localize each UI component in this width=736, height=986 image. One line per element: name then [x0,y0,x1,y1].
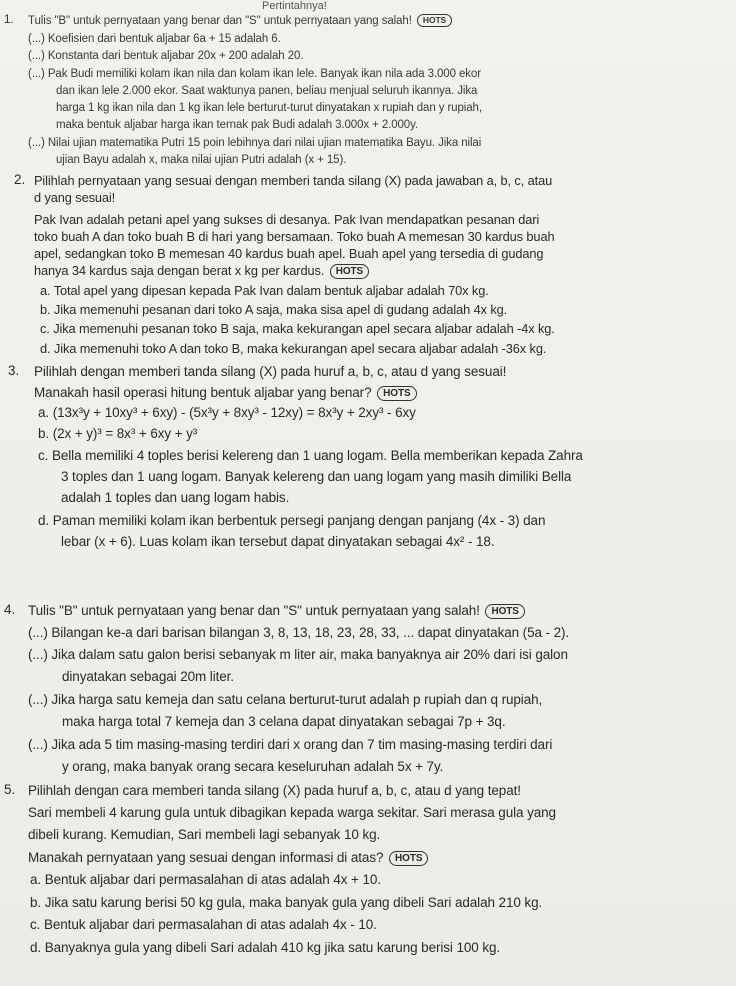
statement-item: maka harga total 7 kemeja dan 3 celana dapat dinyatakan sebagai 7p + 3q. [62,714,506,729]
question-number: 3. [8,363,20,378]
statement-item: (...) Bilangan ke-a dari barisan bilangan 3, 8, 13, 18, 23, 28, 33, ... dapat dinyatakan (5a - 2). [28,625,570,640]
answer-option-a: a. Bentuk aljabar dari permasalahan di atas adalah 4x + 10. [30,872,381,887]
question-number: 4. [4,602,16,617]
hots-badge: HOTS [485,604,524,619]
hots-badge: HOTS [330,264,369,279]
answer-option-b: b. Jika memenuhi pesanan dari toko A saja, maka sisa apel di gudang adalah 4x kg. [40,302,508,317]
answer-option-b: b. Jika satu karung berisi 50 kg gula, maka banyak gula yang dibeli Sari adalah 210 kg. [30,895,543,910]
answer-option-d: d. Paman memiliki kolam ikan berbentuk persegi panjang dengan panjang (4x - 3) dan [38,513,546,528]
statement-item: ujian Bayu adalah x, maka nilai ujian Putri adalah (x + 15). [56,154,347,166]
question-text: Manakah hasil operasi hitung bentuk aljabar yang benar? HOTS [34,384,417,402]
question-instruction: d yang sesuai! [34,190,116,205]
statement-item: (...) Jika dalam satu galon berisi sebanyak m liter air, maka banyaknya air 20% dari isi galon [28,647,568,662]
statement-item: (...) Koefisien dari bentuk aljabar 6a + 15 adalah 6. [28,33,281,45]
question-instruction: Pilihlah pernyataan yang sesuai dengan memberi tanda silang (X) pada jawaban a, b, c, atau [34,173,553,188]
statement-item: y orang, maka banyak orang secara keseluruhan adalah 5x + 7y. [62,759,444,774]
page-header: Pertintahnya! [262,0,327,12]
question-text: Pak Ivan adalah petani apel yang sukses di desanya. Pak Ivan mendapatkan pesanan dari [34,212,540,227]
hots-badge: HOTS [417,14,452,27]
statement-item: dinyatakan sebagai 20m liter. [62,669,234,684]
statement-item: (...) Nilai ujian matematika Putri 15 poin lebihnya dari nilai ujian matematika Bayu. Jika nilai [28,137,482,149]
answer-option-d: d. Jika memenuhi toko A dan toko B, maka kekurangan apel secara aljabar adalah -36x kg. [40,341,547,356]
answer-option-b: b. (2x + y)³ = 8x³ + 6xy + y³ [38,426,198,441]
statement-item: (...) Konstanta dari bentuk aljabar 20x + 200 adalah 20. [28,50,304,62]
answer-option-a: a. Total apel yang dipesan kepada Pak Ivan dalam bentuk aljabar adalah 70x kg. [40,283,489,298]
answer-option-d: d. Banyaknya gula yang dibeli Sari adalah 410 kg jika satu karung berisi 100 kg. [30,940,501,955]
question-text: hanya 34 kardus saja dengan berat x kg per kardus. HOTS [34,262,369,280]
question-instruction: Tulis "B" untuk pernyataan yang benar dan "S" untuk pernyataan yang salah! HOTS [28,602,525,620]
statement-item: harga 1 kg ikan nila dan 1 kg ikan lele berturut-turut dinyatakan x rupiah dan y rupiah, [56,102,482,114]
answer-option-c: 3 toples dan 1 uang logam. Banyak kelereng dan uang logam yang masih dimiliki Bella [61,469,572,484]
answer-option-d: lebar (x + 6). Luas kolam ikan tersebut dapat dinyatakan sebagai 4x² - 18. [61,534,495,549]
question-text: Manakah pernyataan yang sesuai dengan informasi di atas? HOTS [28,849,428,867]
answer-option-a: a. (13x³y + 10xy³ + 6xy) - (5x³y + 8xy³ - 12xy) = 8x³y + 2xy³ - 6xy [38,405,416,420]
statement-item: maka bentuk aljabar harga ikan ternak pak Budi adalah 3.000x + 2.000y. [56,119,418,131]
statement-item: (...) Pak Budi memiliki kolam ikan nila dan kolam ikan lele. Banyak ikan nila ada 3.000 ekor [28,68,481,80]
question-instruction: Pilihlah dengan cara memberi tanda silang (X) pada huruf a, b, c, atau d yang tepat! [28,783,521,798]
hots-badge: HOTS [377,386,416,401]
question-text: toko buah A dan toko buah B di hari yang bersamaan. Toko buah A memesan 30 kardus buah [34,229,555,244]
answer-option-c: adalah 1 toples dan uang logam habis. [61,490,290,505]
question-number: 1. [4,14,14,26]
question-text: apel, sedangkan toko B memesan 40 kardus buah apel. Buah apel yang tersedia di gudang [34,246,544,261]
question-number: 2. [14,172,26,187]
answer-option-c: c. Jika memenuhi pesanan toko B saja, maka kekurangan apel secara aljabar adalah -4x kg. [40,321,555,336]
statement-item: (...) Jika harga satu kemeja dan satu celana berturut-turut adalah p rupiah dan q rupiah, [28,692,543,707]
question-instruction: Pilihlah dengan memberi tanda silang (X) pada huruf a, b, c, atau d yang sesuai! [34,364,507,379]
answer-option-c: c. Bella memiliki 4 toples berisi kelereng dan 1 uang logam. Bella memberikan kepada Zahra [38,448,583,463]
question-text: dibeli kurang. Kemudian, Sari membeli lagi sebanyak 10 kg. [28,827,381,842]
question-number: 5. [4,782,16,797]
answer-option-c: c. Bentuk aljabar dari permasalahan di atas adalah 4x - 10. [30,917,377,932]
question-text: Sari membeli 4 karung gula untuk dibagikan kepada warga sekitar. Sari merasa gula yang [28,805,556,820]
statement-item: (...) Jika ada 5 tim masing-masing terdiri dari x orang dan 7 tim masing-masing terdiri dari [28,737,553,752]
statement-item: dan ikan lele 2.000 ekor. Saat waktunya panen, beliau menjual seluruh ikannya. Jika [56,85,478,97]
question-instruction: Tulis "B" untuk pernyataan yang benar dan "S" untuk pernyataan yang salah! HOTS [28,14,452,28]
hots-badge: HOTS [389,851,428,866]
